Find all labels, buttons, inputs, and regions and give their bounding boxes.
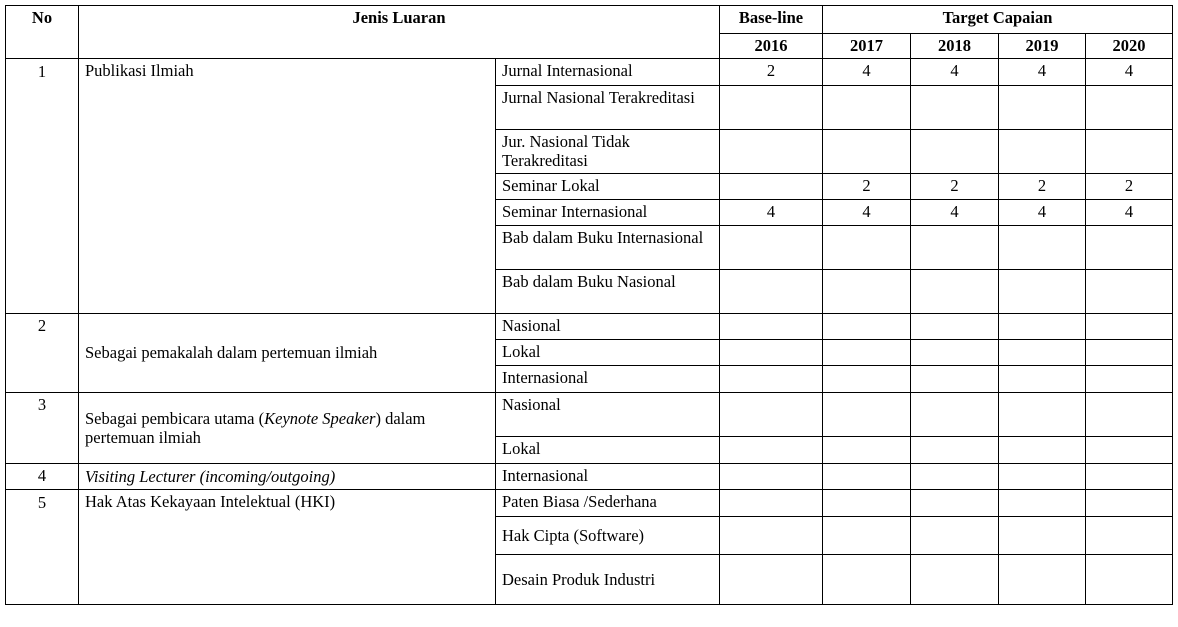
value-2016 — [720, 555, 823, 605]
value-2020: 4 — [1086, 200, 1173, 226]
jenis-text-part1: Sebagai pembicara utama ( — [85, 408, 265, 428]
value-2016 — [720, 517, 823, 555]
value-2019 — [999, 270, 1086, 314]
value-2018: 4 — [911, 200, 999, 226]
sub-label: Bab dalam Buku Nasional — [496, 270, 720, 314]
value-2017 — [823, 130, 911, 174]
value-2017 — [823, 464, 911, 490]
sub-label: Nasional — [496, 314, 720, 340]
value-2020 — [1086, 490, 1173, 517]
value-2018 — [911, 490, 999, 517]
sub-label: Paten Biasa /Sederhana — [496, 490, 720, 517]
row-number: 4 — [6, 464, 79, 490]
value-2018 — [911, 314, 999, 340]
value-2020 — [1086, 366, 1173, 393]
jenis-luaran-label: Hak Atas Kekayaan Intelektual (HKI) — [79, 490, 496, 605]
value-2017: 4 — [823, 59, 911, 86]
value-2019 — [999, 226, 1086, 270]
table-row — [6, 393, 1173, 437]
value-2017: 4 — [823, 200, 911, 226]
jenis-text-part2: ) dalam pertemuan ilmiah — [85, 408, 426, 447]
header-target-capaian: Target Capaian — [823, 6, 1173, 34]
sub-label: Nasional — [496, 393, 720, 437]
value-2016 — [720, 340, 823, 366]
value-2018 — [911, 270, 999, 314]
value-2017 — [823, 226, 911, 270]
value-2019: 4 — [999, 200, 1086, 226]
row-number: 2 — [6, 314, 79, 393]
value-2017 — [823, 366, 911, 393]
value-2018 — [911, 226, 999, 270]
value-2020: 4 — [1086, 59, 1173, 86]
value-2016 — [720, 314, 823, 340]
value-2016 — [720, 130, 823, 174]
value-2020 — [1086, 555, 1173, 605]
value-2018 — [911, 86, 999, 130]
value-2019: 2 — [999, 174, 1086, 200]
value-2019 — [999, 340, 1086, 366]
value-2019 — [999, 437, 1086, 464]
header-year-2019: 2019 — [999, 34, 1086, 59]
row-number: 3 — [6, 393, 79, 464]
value-2016 — [720, 366, 823, 393]
header-year-2017: 2017 — [823, 34, 911, 59]
sub-label: Jur. Nasional Tidak Terakreditasi — [496, 130, 720, 174]
value-2020 — [1086, 437, 1173, 464]
value-2020 — [1086, 270, 1173, 314]
value-2017 — [823, 490, 911, 517]
value-2016 — [720, 226, 823, 270]
table-row — [6, 59, 1173, 86]
value-2018 — [911, 464, 999, 490]
value-2020 — [1086, 86, 1173, 130]
value-2020 — [1086, 314, 1173, 340]
value-2016 — [720, 393, 823, 437]
sub-label: Jurnal Internasional — [496, 59, 720, 86]
value-2019 — [999, 130, 1086, 174]
header-year-2018: 2018 — [911, 34, 999, 59]
value-2019 — [999, 314, 1086, 340]
sub-label: Seminar Lokal — [496, 174, 720, 200]
sub-label: Jurnal Nasional Terakreditasi — [496, 86, 720, 130]
sub-label: Hak Cipta (Software) — [496, 517, 720, 555]
jenis-luaran-label — [79, 464, 496, 490]
value-2018 — [911, 393, 999, 437]
value-2016: 4 — [720, 200, 823, 226]
value-2018 — [911, 555, 999, 605]
value-2018 — [911, 340, 999, 366]
sub-label: Bab dalam Buku Internasional — [496, 226, 720, 270]
value-2018 — [911, 517, 999, 555]
value-2019 — [999, 517, 1086, 555]
value-2019 — [999, 366, 1086, 393]
value-2016 — [720, 464, 823, 490]
value-2017 — [823, 393, 911, 437]
value-2019 — [999, 464, 1086, 490]
value-2018: 4 — [911, 59, 999, 86]
jenis-text-italic: Visiting Lecturer (incoming/outgoing) — [85, 466, 336, 486]
value-2016 — [720, 437, 823, 464]
value-2016 — [720, 174, 823, 200]
value-2016 — [720, 490, 823, 517]
value-2018: 2 — [911, 174, 999, 200]
value-2017: 2 — [823, 174, 911, 200]
table-header-row-1 — [6, 6, 1173, 34]
value-2016 — [720, 86, 823, 130]
luaran-target-table — [5, 5, 1173, 605]
table-row — [6, 464, 1173, 490]
header-year-2020: 2020 — [1086, 34, 1173, 59]
sub-label: Internasional — [496, 366, 720, 393]
value-2020 — [1086, 517, 1173, 555]
value-2019 — [999, 393, 1086, 437]
value-2016: 2 — [720, 59, 823, 86]
header-jenis-luaran: Jenis Luaran — [79, 6, 720, 59]
value-2020 — [1086, 393, 1173, 437]
value-2017 — [823, 437, 911, 464]
value-2019: 4 — [999, 59, 1086, 86]
row-number: 1 — [6, 59, 79, 314]
table-row — [6, 314, 1173, 340]
value-2016 — [720, 270, 823, 314]
value-2017 — [823, 270, 911, 314]
value-2017 — [823, 517, 911, 555]
value-2017 — [823, 314, 911, 340]
jenis-text-italic: Keynote Speaker — [264, 408, 376, 428]
value-2020 — [1086, 226, 1173, 270]
sub-label: Seminar Internasional — [496, 200, 720, 226]
jenis-luaran-label: Sebagai pemakalah dalam pertemuan ilmiah — [79, 314, 496, 393]
jenis-luaran-label: Publikasi Ilmiah — [79, 59, 496, 314]
header-no: No — [6, 6, 79, 59]
sub-label: Lokal — [496, 437, 720, 464]
header-baseline: Base-line — [720, 6, 823, 34]
sub-label: Internasional — [496, 464, 720, 490]
value-2017 — [823, 340, 911, 366]
row-number: 5 — [6, 490, 79, 605]
value-2019 — [999, 86, 1086, 130]
sub-label: Lokal — [496, 340, 720, 366]
value-2020 — [1086, 340, 1173, 366]
value-2018 — [911, 366, 999, 393]
value-2018 — [911, 130, 999, 174]
value-2019 — [999, 490, 1086, 517]
header-year-2016: 2016 — [720, 34, 823, 59]
jenis-luaran-label — [79, 393, 496, 464]
value-2019 — [999, 555, 1086, 605]
value-2017 — [823, 555, 911, 605]
value-2020 — [1086, 130, 1173, 174]
value-2018 — [911, 437, 999, 464]
sub-label: Desain Produk Industri — [496, 555, 720, 605]
table-row — [6, 490, 1173, 517]
value-2017 — [823, 86, 911, 130]
value-2020: 2 — [1086, 174, 1173, 200]
value-2020 — [1086, 464, 1173, 490]
